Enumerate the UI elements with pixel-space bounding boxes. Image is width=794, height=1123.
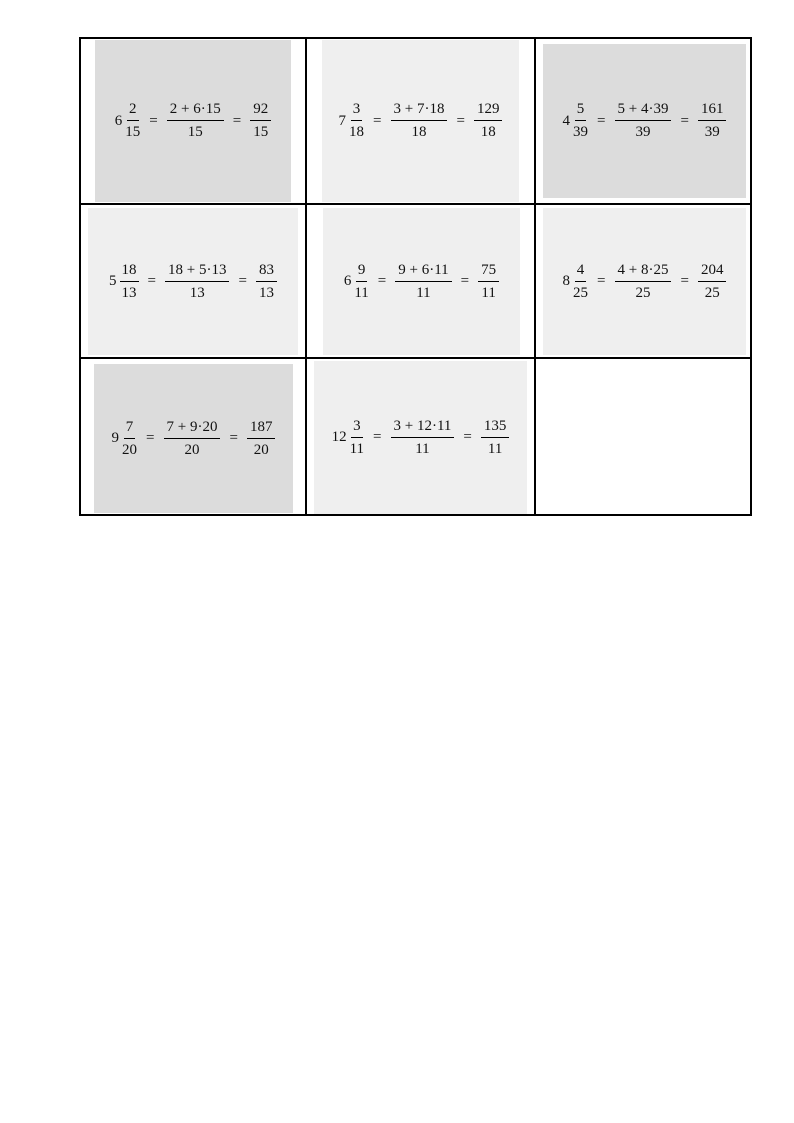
fraction-part-denominator: 11 (349, 440, 365, 457)
equals-sign: = (460, 273, 470, 289)
card-4-5-39 (543, 44, 746, 198)
conversion-fraction-denominator: 11 (415, 440, 430, 457)
improper-fraction-numerator: 92 (250, 102, 271, 121)
improper-fraction-denominator: 15 (253, 124, 269, 140)
equals-sign: = (597, 273, 606, 289)
conversion-fraction (615, 263, 672, 301)
improper-fraction (481, 419, 510, 457)
whole-part: 6 (343, 273, 352, 289)
conversion-fraction-numerator: 3 + 12·11 (391, 419, 455, 438)
conversion-fraction (391, 102, 448, 140)
whole-part: 8 (562, 273, 571, 289)
conversion-fraction-numerator: 18 + 5·13 (165, 263, 229, 282)
conversion-fraction (395, 263, 451, 301)
grid-divider-v2 (534, 39, 536, 514)
conversion-fraction (391, 419, 455, 457)
improper-fraction-numerator: 75 (478, 263, 499, 282)
card-5-18-13 (88, 208, 298, 355)
improper-fraction-numerator: 83 (256, 263, 277, 282)
card-6-2-15 (95, 40, 291, 202)
fraction-part-denominator: 20 (122, 441, 138, 458)
improper-fraction-denominator: 13 (258, 284, 274, 301)
conversion-fraction-denominator: 20 (184, 441, 200, 458)
fraction-part-numerator: 3 (351, 419, 363, 438)
mixed-number-equation (563, 263, 727, 301)
equals-sign: = (597, 112, 606, 129)
equals-sign: = (238, 273, 247, 289)
fraction-part-numerator: 18 (120, 263, 139, 282)
conversion-fraction-denominator: 18 (411, 124, 427, 140)
whole-part: 4 (562, 112, 571, 129)
fraction-part-numerator: 5 (575, 102, 587, 121)
improper-fraction (698, 102, 727, 140)
fraction-part-denominator: 13 (121, 284, 137, 301)
conversion-fraction-numerator: 2 + 6·15 (167, 102, 224, 121)
equals-sign: = (377, 273, 387, 289)
mixed-number-equation (563, 102, 727, 140)
improper-fraction (256, 263, 277, 301)
improper-fraction-numerator: 187 (247, 420, 276, 439)
fraction-part (573, 102, 588, 140)
conversion-fraction-denominator: 39 (635, 124, 651, 140)
equals-sign: = (373, 429, 382, 445)
conversion-fraction-numerator: 4 + 8·25 (615, 263, 672, 282)
fraction-part-denominator: 18 (349, 124, 365, 140)
equals-sign: = (147, 273, 157, 289)
conversion-fraction (615, 102, 672, 140)
fraction-part-numerator: 2 (127, 102, 139, 121)
improper-fraction-denominator: 11 (487, 440, 503, 457)
fraction-part-denominator: 11 (354, 284, 369, 301)
card-12-3-11 (314, 361, 527, 514)
card-6-9-11 (323, 208, 520, 355)
fraction-part-numerator: 7 (124, 420, 136, 439)
grid-divider-h1 (81, 203, 750, 205)
conversion-fraction (165, 263, 229, 301)
whole-part: 9 (111, 430, 120, 446)
whole-part: 5 (109, 273, 117, 289)
equals-sign: = (680, 112, 689, 129)
whole-part: 6 (114, 112, 123, 129)
fraction-part (125, 102, 140, 140)
equals-sign: = (146, 430, 155, 446)
fraction-part (350, 419, 364, 457)
equals-sign: = (149, 112, 158, 129)
card-grid (79, 37, 752, 516)
card-7-3-18 (322, 40, 519, 202)
fraction-part (354, 263, 368, 301)
mixed-number-equation (332, 419, 510, 457)
fraction-part-denominator: 39 (573, 124, 589, 140)
improper-fraction-numerator: 129 (474, 102, 503, 121)
equals-sign: = (463, 429, 472, 445)
grid-divider-h2 (81, 357, 750, 359)
improper-fraction (478, 263, 499, 301)
mixed-number-equation (112, 420, 276, 458)
conversion-fraction (167, 102, 224, 140)
improper-fraction-numerator: 135 (481, 419, 510, 438)
mixed-number-equation (344, 263, 499, 301)
improper-fraction (250, 102, 271, 140)
mixed-number-equation (339, 102, 503, 140)
improper-fraction-denominator: 39 (704, 124, 720, 140)
conversion-fraction-numerator: 5 + 4·39 (615, 102, 672, 121)
improper-fraction (698, 263, 727, 301)
fraction-part-denominator: 25 (573, 284, 589, 301)
fraction-part (349, 102, 364, 140)
equals-sign: = (232, 112, 242, 129)
conversion-fraction-numerator: 9 + 6·11 (395, 263, 451, 282)
fraction-part (122, 420, 137, 458)
improper-fraction (474, 102, 503, 140)
fraction-part-numerator: 3 (351, 102, 363, 121)
fraction-part-denominator: 15 (125, 124, 141, 140)
fraction-part-numerator: 4 (575, 263, 587, 282)
conversion-fraction-denominator: 11 (416, 284, 431, 301)
card-8-4-25 (543, 208, 746, 355)
conversion-fraction (164, 420, 221, 458)
mixed-number-equation (109, 263, 277, 301)
mixed-number-equation (115, 102, 271, 140)
fraction-part (120, 263, 139, 301)
fraction-part (573, 263, 588, 301)
improper-fraction-denominator: 11 (481, 284, 496, 301)
whole-part: 12 (331, 429, 347, 445)
improper-fraction-denominator: 25 (704, 284, 720, 301)
equals-sign: = (373, 112, 382, 129)
whole-part: 7 (338, 112, 347, 129)
improper-fraction-numerator: 161 (698, 102, 727, 121)
equals-sign: = (229, 430, 238, 446)
equals-sign: = (680, 273, 689, 289)
grid-divider-v1 (305, 39, 307, 514)
improper-fraction (247, 420, 276, 458)
conversion-fraction-denominator: 25 (635, 284, 651, 301)
card-9-7-20 (94, 364, 293, 513)
equals-sign: = (456, 112, 465, 129)
conversion-fraction-denominator: 15 (187, 124, 203, 140)
fraction-part-numerator: 9 (356, 263, 368, 282)
improper-fraction-numerator: 204 (698, 263, 727, 282)
conversion-fraction-denominator: 13 (189, 284, 205, 301)
conversion-fraction-numerator: 3 + 7·18 (391, 102, 448, 121)
improper-fraction-denominator: 18 (480, 124, 496, 140)
conversion-fraction-numerator: 7 + 9·20 (164, 420, 221, 439)
improper-fraction-denominator: 20 (253, 441, 269, 458)
